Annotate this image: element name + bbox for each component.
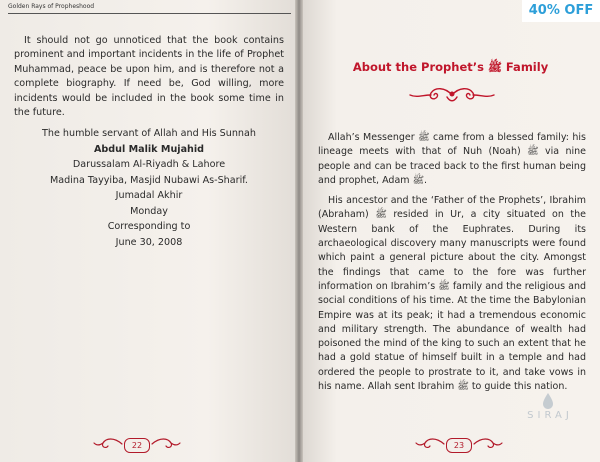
signature-line: Darussalam Al-Riyadh & Lahore <box>72 159 226 171</box>
signature-line: Monday <box>130 205 168 217</box>
signature-line: Madina Tayyiba, Masjid Nubawi As-Sharif. <box>50 174 248 186</box>
right-paragraph: Allah’s Messenger ﷺ came from a blessed family: his lineage meets with that of Nuh (Noah) ﷺ via nine people and can be traced back to the first human being and prophet, Adam ﷺ. <box>318 132 586 186</box>
signature-line: The humble servant of Allah and His Sunnah <box>42 128 256 140</box>
signature-line: Jumadal Akhir <box>115 190 183 202</box>
discount-badge: 40% OFF <box>522 0 600 22</box>
page-number-left: 22 <box>124 438 150 453</box>
running-head: Golden Rays of Propheshood <box>8 3 95 10</box>
right-page-text <box>318 131 586 400</box>
title-ornament-icon <box>407 84 497 106</box>
left-page-text <box>14 34 284 250</box>
running-head-rule <box>8 13 291 14</box>
signature-line: June 30, 2008 <box>115 236 183 248</box>
watermark-drop-icon <box>541 392 555 410</box>
author-name: Abdul Malik Mujahid <box>93 143 205 155</box>
right-paragraph: His ancestor and the ‘Father of the Prophets’, Ibrahim (Abraham) ﷺ resided in Ur, a city situated on the Western bank of the Euphrates. During its archaeological discovery many manuscripts were found which paint a general picture about the city. Amongst the findings that came to the fore was further information on Ibrahim’s ﷺ family and the religious and social conditions of his time. At the time the Babylonian Empire was at its peak; it had a tremendous economic and military strength. The abundance of wealth had poisoned the mind of the king to such an extent that he had a gold statue of himself built in a temple and had ordered the people to prostrate to it, and take vows in his name. Allah sent Ibrahim ﷺ to guide this nation. <box>318 195 587 393</box>
page-number-right: 23 <box>446 438 472 453</box>
left-paragraph: It should not go unnoticed that the book contains prominent and important incidents in the life of Prophet Muhammad, peace be upon him, and is therefore not a complete biography. If need be, God willing, more incidents would be included in the book some time in the future. <box>14 35 284 119</box>
signature-line: Corresponding to <box>107 221 191 233</box>
signature-block <box>14 126 284 250</box>
chapter-title: About the Prophet’s ﷺ Family <box>352 60 549 74</box>
watermark-text: SIRAJ <box>527 410 573 421</box>
